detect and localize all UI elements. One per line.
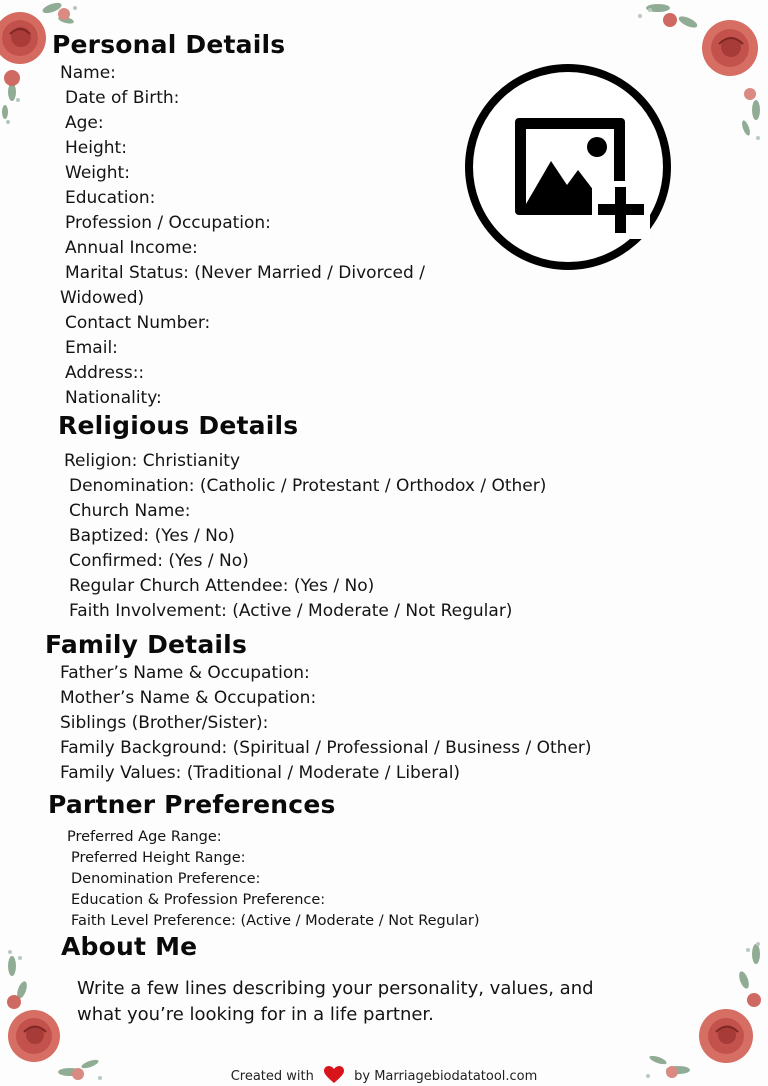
- field-education-preference: Education & Profession Preference:: [71, 892, 326, 908]
- footer-credit: [0, 1066, 768, 1084]
- field-church-attendee: Regular Church Attendee: (Yes / No): [69, 576, 375, 596]
- field-address: Address::: [65, 363, 145, 383]
- footer-prefix: Created with: [230, 1069, 314, 1084]
- field-church-name: Church Name:: [69, 501, 191, 521]
- floral-corner-bottom-right: [638, 940, 768, 1086]
- field-education: Education:: [65, 188, 156, 208]
- about-me-text: [77, 976, 617, 1028]
- field-contact-number: Contact Number:: [65, 313, 211, 333]
- partner-preferences-heading: Partner Preferences: [48, 790, 336, 819]
- field-profession: Profession / Occupation:: [65, 213, 271, 233]
- field-preferred-age: Preferred Age Range:: [67, 829, 222, 845]
- add-photo-icon[interactable]: [464, 63, 672, 271]
- family-details-heading: Family Details: [45, 630, 248, 659]
- field-religion: Religion: Christianity: [64, 451, 241, 471]
- field-marital-status-cont: Widowed): [60, 288, 145, 308]
- field-preferred-height: Preferred Height Range:: [71, 850, 246, 866]
- field-email: Email:: [65, 338, 118, 358]
- field-baptized: Baptized: (Yes / No): [69, 526, 235, 546]
- field-family-background: Family Background: (Spiritual / Professional / Business / Other): [60, 738, 592, 758]
- field-siblings: Siblings (Brother/Sister):: [60, 713, 269, 733]
- about-me-line: what you’re looking for in a life partner.: [77, 1004, 434, 1025]
- field-father: Father’s Name & Occupation:: [60, 663, 310, 683]
- personal-details-heading: Personal Details: [52, 30, 286, 59]
- field-marital-status: Marital Status: (Never Married / Divorced /: [65, 263, 425, 283]
- field-name: Name:: [60, 63, 116, 83]
- field-nationality: Nationality:: [65, 388, 162, 408]
- footer-site: by Marriagebiodatatool.com: [354, 1069, 538, 1084]
- field-height: Height:: [65, 138, 127, 158]
- field-mother: Mother’s Name & Occupation:: [60, 688, 317, 708]
- field-faith-level-preference: Faith Level Preference: (Active / Moderate / Not Regular): [71, 913, 480, 929]
- field-confirmed: Confirmed: (Yes / No): [69, 551, 249, 571]
- about-me-line: Write a few lines describing your personality, values, and: [77, 978, 594, 999]
- field-family-values: Family Values: (Traditional / Moderate / Liberal): [60, 763, 461, 783]
- field-denomination-preference: Denomination Preference:: [71, 871, 261, 887]
- field-weight: Weight:: [65, 163, 130, 183]
- field-denomination: Denomination: (Catholic / Protestant / Orthodox / Other): [69, 476, 547, 496]
- heart-icon: [324, 1066, 344, 1084]
- field-date-of-birth: Date of Birth:: [65, 88, 180, 108]
- field-annual-income: Annual Income:: [65, 238, 198, 258]
- field-age: Age:: [65, 113, 104, 133]
- religious-details-heading: Religious Details: [58, 411, 299, 440]
- about-me-heading: About Me: [61, 932, 198, 961]
- field-faith-involvement: Faith Involvement: (Active / Moderate / Not Regular): [69, 601, 513, 621]
